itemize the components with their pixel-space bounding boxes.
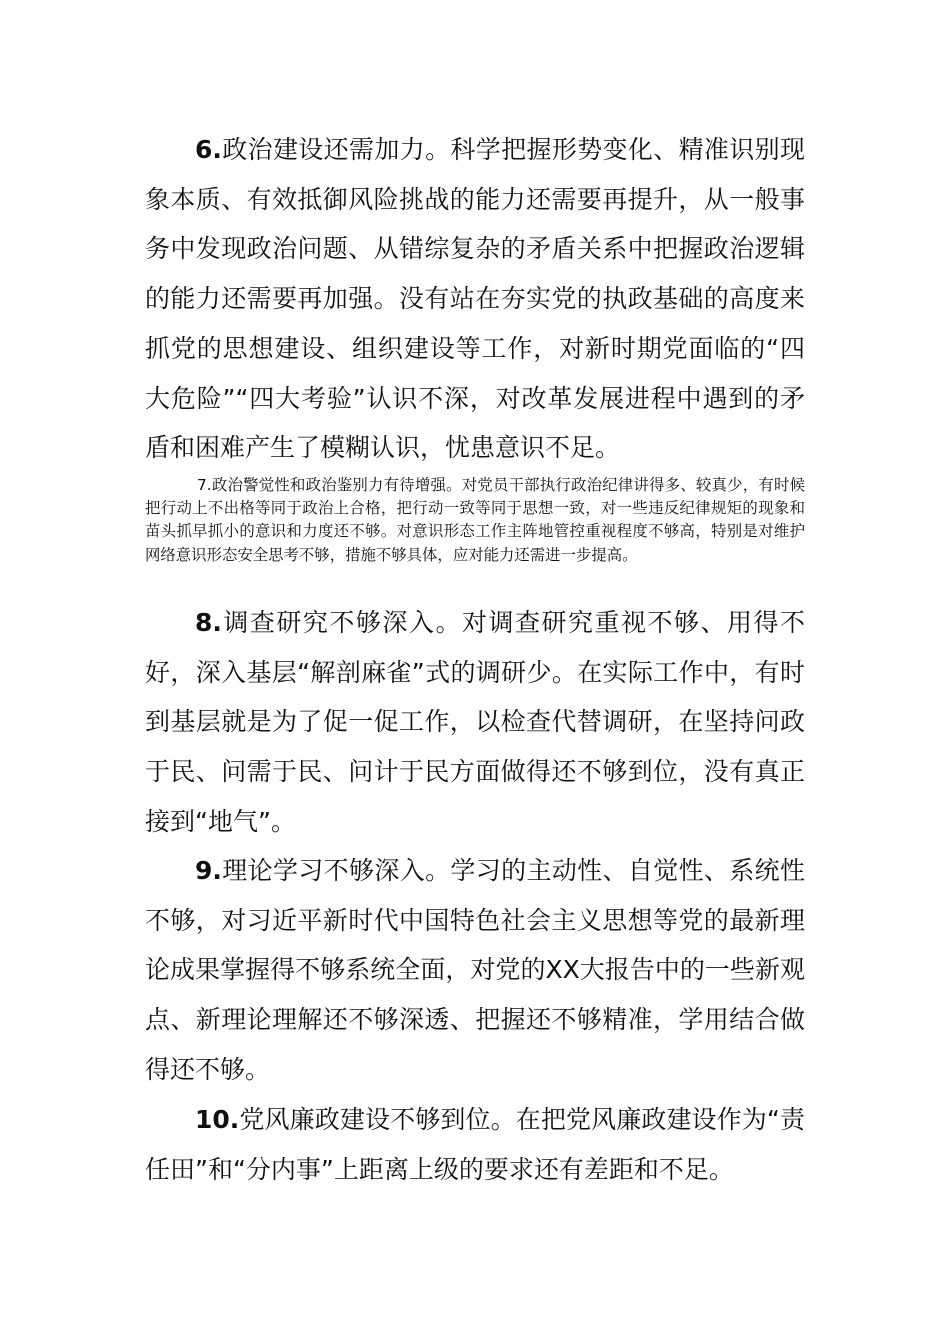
paragraph-number: 8.: [195, 608, 222, 637]
paragraph-text: 调查研究不够深入。对调查研究重视不够、用得不好，深入基层“解剖麻雀”式的调研少。在实际工作中，有时到基层就是为了促一促工作，以检查代替调研，在坚持问政于民、问需于民、问计于民方面做得还不够到位，没有真正接到“地气”。: [145, 608, 805, 836]
paragraph-number: 10.: [195, 1105, 240, 1134]
paragraph-7: [145, 474, 805, 567]
paragraph-text: 7.政治警觉性和政治鉴别力有待增强。对党员干部执行政治纪律讲得多、较真少，有时候把行动上不出格等同于政治上合格，把行动一致等同于思想一致，对一些违反纪律规矩的现象和苗头抓早抓小的意识和力度还不够。对意识形态工作主阵地管控重视程度不够高，特别是对维护网络意识形态安全思考不够，措施不够具体，应对能力还需进一步提高。: [145, 476, 805, 564]
paragraph-10: [145, 1095, 805, 1194]
paragraph-text: 党风廉政建设不够到位。在把党风廉政建设作为“责任田”和“分内事”上距离上级的要求还有差距和不足。: [145, 1105, 805, 1184]
paragraph-6: [145, 125, 805, 473]
paragraph-8: [145, 598, 805, 847]
paragraph-text: 政治建设还需加力。科学把握形势变化、精准识别现象本质、有效抵御风险挑战的能力还需要再提升，从一般事务中发现政治问题、从错综复杂的矛盾关系中把握政治逻辑的能力还需要再加强。没有站在夯实党的执政基础的高度来抓党的思想建设、组织建设等工作，对新时期党面临的“四大危险”“四大考验”认识不深，对改革发展进程中遇到的矛盾和困难产生了模糊认识，忧患意识不足。: [145, 135, 805, 463]
paragraph-9: [145, 846, 805, 1095]
paragraph-text: 理论学习不够深入。学习的主动性、自觉性、系统性不够，对习近平新时代中国特色社会主义思想等党的最新理论成果掌握得不够系统全面，对党的XX大报告中的一些新观点、新理论理解还不够深透、把握还不够精准，学用结合做得还不够。: [145, 856, 805, 1084]
paragraph-number: 6.: [195, 135, 222, 164]
paragraph-number: 9.: [195, 856, 222, 885]
